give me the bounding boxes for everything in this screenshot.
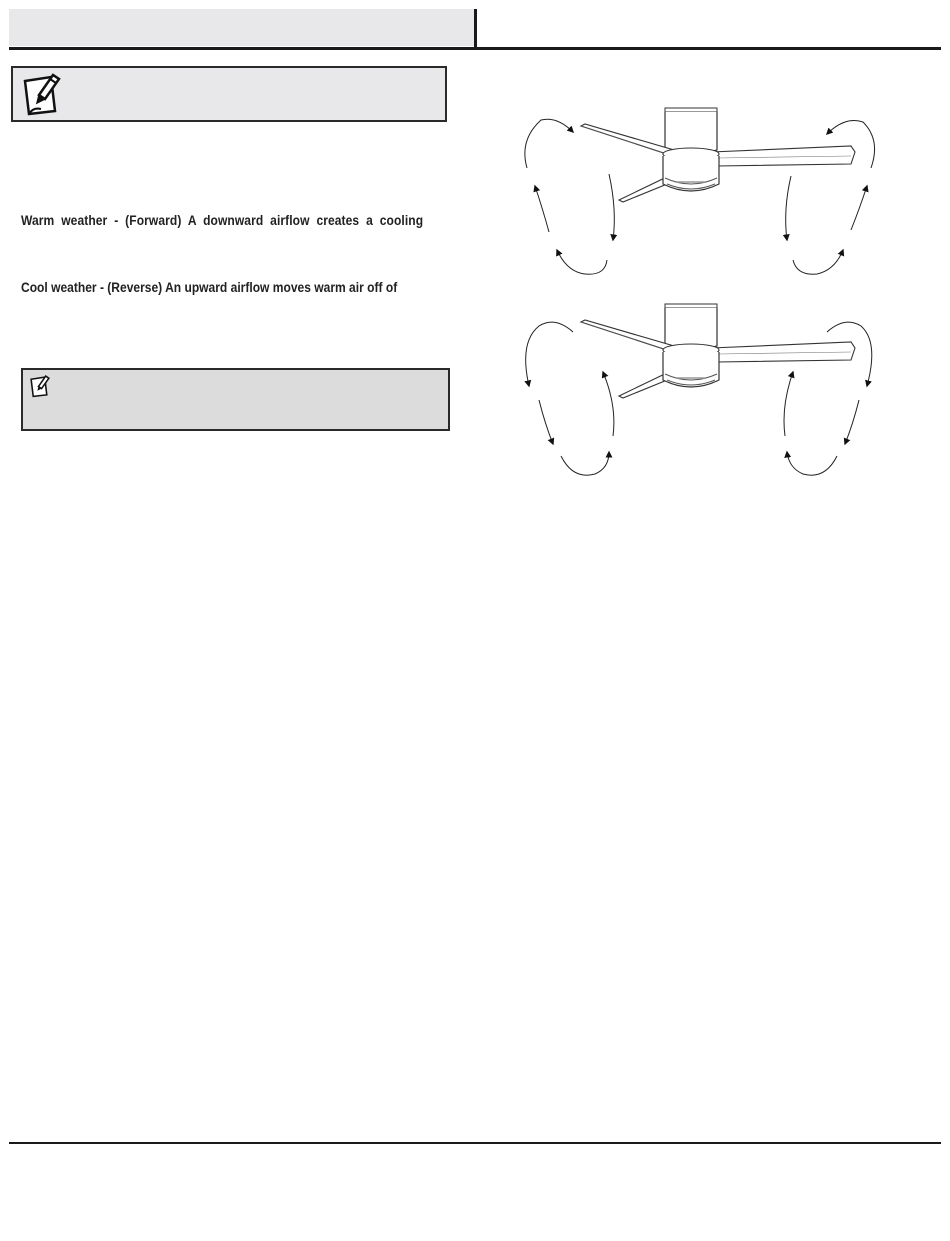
note-box: [11, 66, 447, 122]
note-box-small: [21, 368, 450, 431]
fan-forward-illustration: [525, 108, 875, 274]
header-divider: [474, 9, 477, 48]
fan-reverse-illustration: [526, 304, 872, 475]
cool-weather-text: Cool weather - (Reverse) An upward airflow moves warm air off of: [21, 279, 398, 295]
header-tab: [9, 9, 474, 46]
pencil-note-icon-small: [29, 374, 51, 398]
header-rule: [9, 47, 941, 50]
footer-rule: [9, 1142, 941, 1144]
warm-weather-text: Warm weather - (Forward) A downward airflow creates a cooling: [21, 212, 424, 228]
pencil-note-icon: [21, 71, 63, 117]
fan-airflow-diagram: [505, 100, 890, 490]
